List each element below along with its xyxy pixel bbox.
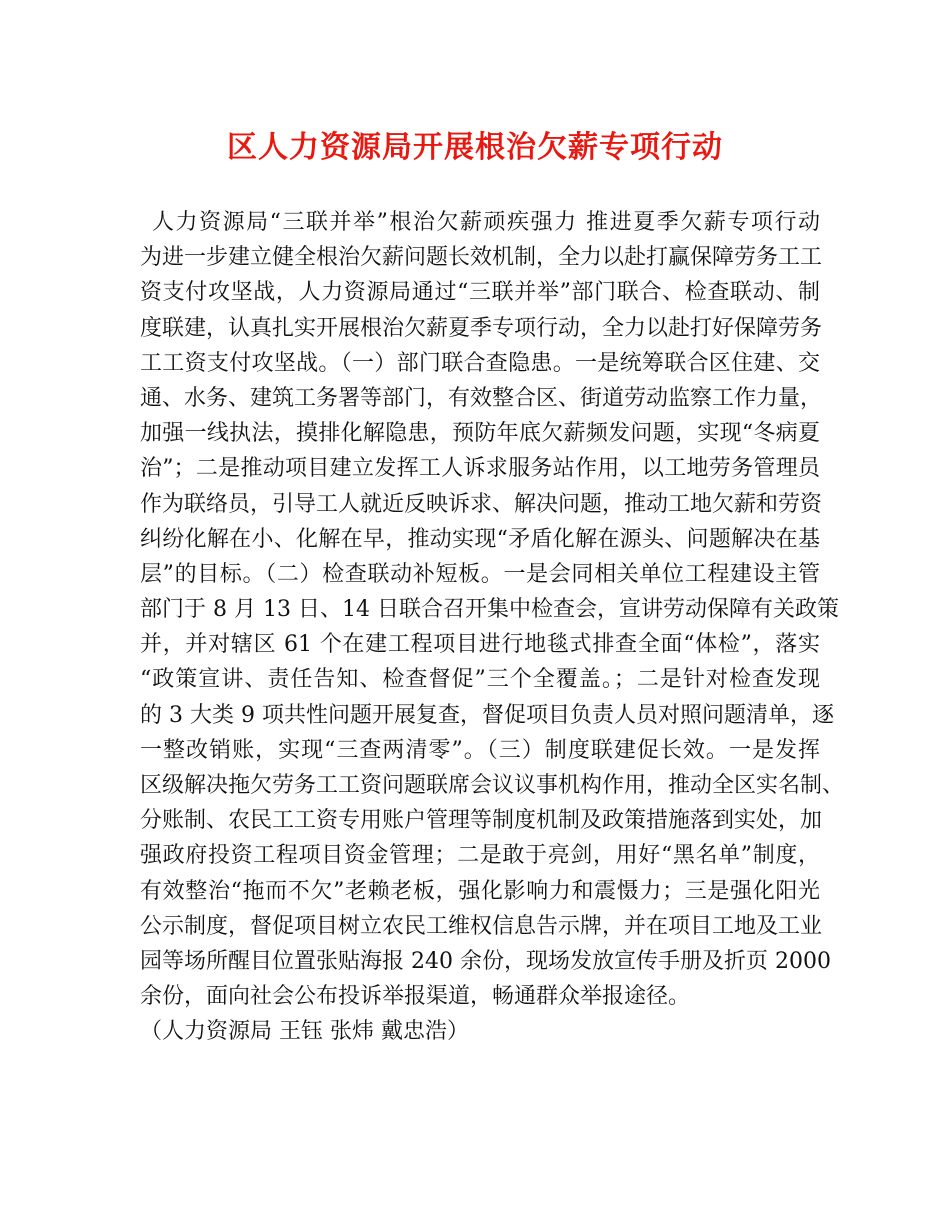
body-line: 园等场所醒目位置张贴海报 240 余份，现场发放宣传手册及折页 2000	[140, 948, 831, 974]
body-line: 加强一线执法，摸排化解隐患，预防年底欠薪频发问题，实现“冬病夏	[140, 421, 820, 447]
body-line: 区级解决拖欠劳务工工资问题联席会议议事机构作用，推动全区实名制、	[140, 773, 845, 798]
body-line: “政策宣讲、责任告知、检查督促”三个全覆盖。；二是针对检查发现	[140, 667, 820, 693]
body-line: 为进一步建立健全根治欠薪问题长效机制，全力以赴打赢保障劳务工工	[140, 245, 823, 271]
body-line: 分账制、农民工工资专用账户管理等制度机制及政策措施落到实处，加	[140, 808, 823, 834]
document-title: 区人力资源局开展根治欠薪专项行动	[227, 130, 723, 165]
body-line: 度联建，认真扎实开展根治欠薪夏季专项行动，全力以赴打好保障劳务	[140, 315, 823, 341]
body-line: 通、水务、建筑工务署等部门，有效整合区、街道劳动监察工作力量，	[140, 385, 823, 411]
body-line: 人力资源局“三联并举”根治欠薪顽疾强力 推进夏季欠薪专项行动	[152, 210, 820, 235]
body-line: 并，并对辖区 61 个在建工程项目进行地毯式排查全面“体检”，落实	[140, 632, 820, 658]
body-line: 一整改销账，实现“三查两清零”。（三）制度联建促长效。一是发挥	[140, 737, 820, 763]
body-line: 治”；二是推动项目建立发挥工人诉求服务站作用，以工地劳务管理员	[140, 456, 820, 482]
body-line: 的 3 大类 9 项共性问题开展复查，督促项目负责人员对照问题清单，逐	[140, 702, 834, 728]
document-body	[140, 205, 845, 1050]
body-line: 公示制度，督促项目树立农民工维权信息告示牌，并在项目工地及工业	[140, 913, 823, 939]
body-line: 有效整治“拖而不欠”老赖老板，强化影响力和震慑力；三是强化阳光	[140, 878, 820, 904]
body-line: 作为联络员，引导工人就近反映诉求、解决问题，推动工地欠薪和劳资	[140, 491, 823, 517]
body-line: 层”的目标。（二）检查联动补短板。一是会同相关单位工程建设主管	[140, 561, 820, 587]
body-line: 纠纷化解在小、化解在早，推动实现“矛盾化解在源头、问题解决在基	[140, 526, 820, 552]
body-line: 余份，面向社会公布投诉举报渠道，畅通群众举报途径。	[140, 984, 691, 1010]
body-line: 部门于 8 月 13 日、14 日联合召开集中检查会，宣讲劳动保障有关政策	[140, 597, 839, 623]
body-line: 工工资支付攻坚战。（一）部门联合查隐患。一是统筹联合区住建、交	[140, 350, 820, 376]
body-line: 强政府投资工程项目资金管理；二是敢于亮剑，用好“黑名单”制度，	[140, 843, 820, 869]
body-line: 资支付攻坚战，人力资源局通过“三联并举”部门联合、检查联动、制	[140, 280, 820, 306]
author-byline: （人力资源局 王钰 张炜 戴忠浩）	[140, 1019, 469, 1045]
